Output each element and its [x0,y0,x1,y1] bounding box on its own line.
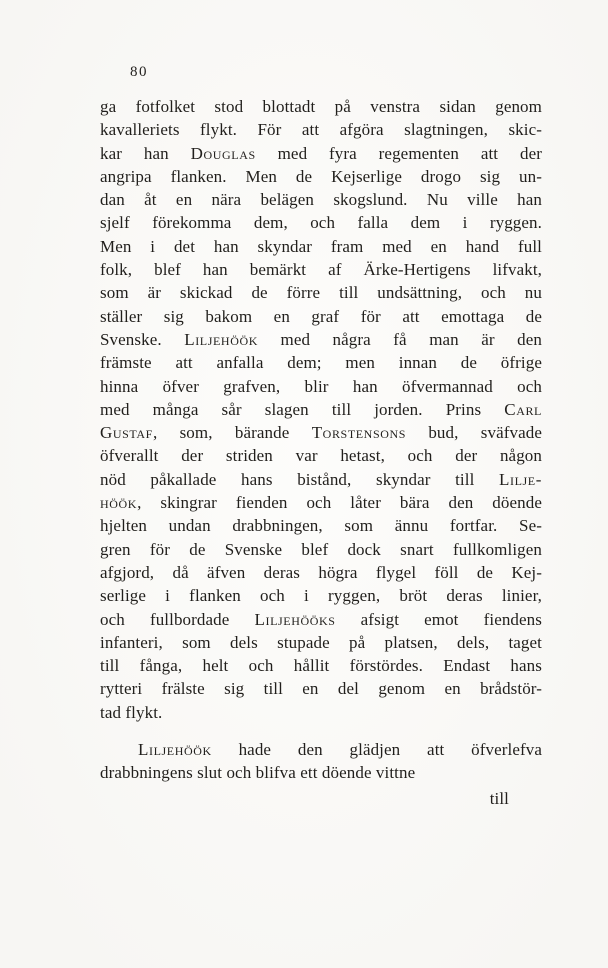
small-caps-name: Torstensons [311,423,407,443]
text-line [100,165,542,188]
text-line [100,468,542,491]
text-segment: bud, sväfvade [406,423,542,443]
text-line [100,235,542,258]
small-caps-name: Lilje- [499,469,542,489]
text-segment: serlige i flanken och i ryggen, bröt deras linier, [100,586,542,606]
text-segment: hade den glädjen att öfverlefva [211,740,542,760]
text-segment: , som, bärande [152,423,312,443]
text-line [100,701,542,724]
text-line [100,95,542,118]
text-segment: Svenske. [100,329,185,349]
text-segment: främste att anfalla dem; men innan de öfrige [100,353,542,373]
text-segment: med några få man är den [258,329,543,349]
small-caps-name: Liljehööks [254,609,336,629]
text-segment: dan åt en nära belägen skogslund. Nu ville han [100,190,542,210]
page-number: 80 [130,64,148,80]
text-line [100,398,542,421]
text-segment: tad flykt. [100,702,163,722]
text-segment: angripa flanken. Men de Kejserlige drogo sig un- [100,166,542,186]
text-line [100,584,542,607]
text-line [100,538,542,561]
small-caps-name: Carl [504,399,542,419]
text-segment: folk, blef han bemärkt af Ärke-Hertigens lifvakt, [100,260,542,280]
text-segment: sjelf förekomma dem, och falla dem i ryggen. [100,213,542,233]
text-line [100,281,542,304]
text-line [100,421,542,444]
text-line [100,258,542,281]
text-segment: hinna öfver grafven, blir han öfvermannad och [100,376,542,396]
paragraph [100,95,542,724]
text-line [100,608,542,631]
paragraph [100,738,542,785]
text-line [100,761,542,784]
small-caps-name: Liljehöök [138,740,212,760]
text-segment: ställer sig bakom en graf för att emottaga de [100,306,542,326]
text-segment: öfverallt der striden var hetast, och der någon [100,446,542,466]
text-line [100,738,542,761]
text-segment: gren för de Svenske blef dock snart fullkomligen [100,539,542,559]
text-segment: kavalleriets flykt. För att afgöra slagtningen, skic- [100,120,542,140]
text-segment: rytteri frälste sig till en del genom en brådstör- [100,679,542,699]
text-segment: och fullbordade [100,609,255,629]
text-segment: som är skickad de förre till undsättning, och nu [100,283,542,303]
text-segment: nöd påkallade hans bistånd, skyndar till [100,469,500,489]
text-segment: kar han [100,143,191,163]
text-segment: med många sår slagen till jorden. Prins [100,399,505,419]
text-line [100,561,542,584]
text-line [100,142,542,165]
text-line [100,351,542,374]
small-caps-name: höök [100,493,138,513]
text-segment: till fånga, helt och hållit förstördes. Endast hans [100,656,542,676]
text-line [100,188,542,211]
text-line [100,654,542,677]
text-line [100,631,542,654]
text-segment: infanteri, som dels stupade på platsen, dels, taget [100,632,542,652]
small-caps-name: Douglas [190,143,256,163]
small-caps-name: Liljehöök [184,329,258,349]
text-segment: afgjord, då äfven deras högra flygel föll de Kej- [100,562,542,582]
text-segment: med fyra regementen att der [255,143,542,163]
text-line [100,211,542,234]
text-line [100,305,542,328]
text-segment: afsigt emot fiendens [335,609,542,629]
text-line [100,444,542,467]
text-segment: hjelten undan drabbningen, som ännu fortfar. Se- [100,516,542,536]
small-caps-name: Gustaf [100,423,153,443]
text-line [100,677,542,700]
text-block [100,95,542,810]
text-line [100,118,542,141]
text-segment: ga fotfolket stod blottadt på venstra sidan genom [100,97,542,116]
text-line [100,328,542,351]
text-line [100,491,542,514]
text-segment: Men i det han skyndar fram med en hand full [100,236,542,256]
catchword: till [489,788,509,808]
text-line [100,514,542,537]
text-segment: drabbningens slut och blifva ett döende vittne [100,763,416,783]
text-line [100,375,542,398]
text-segment: , skingrar fienden och låter bära den döende [137,493,542,513]
